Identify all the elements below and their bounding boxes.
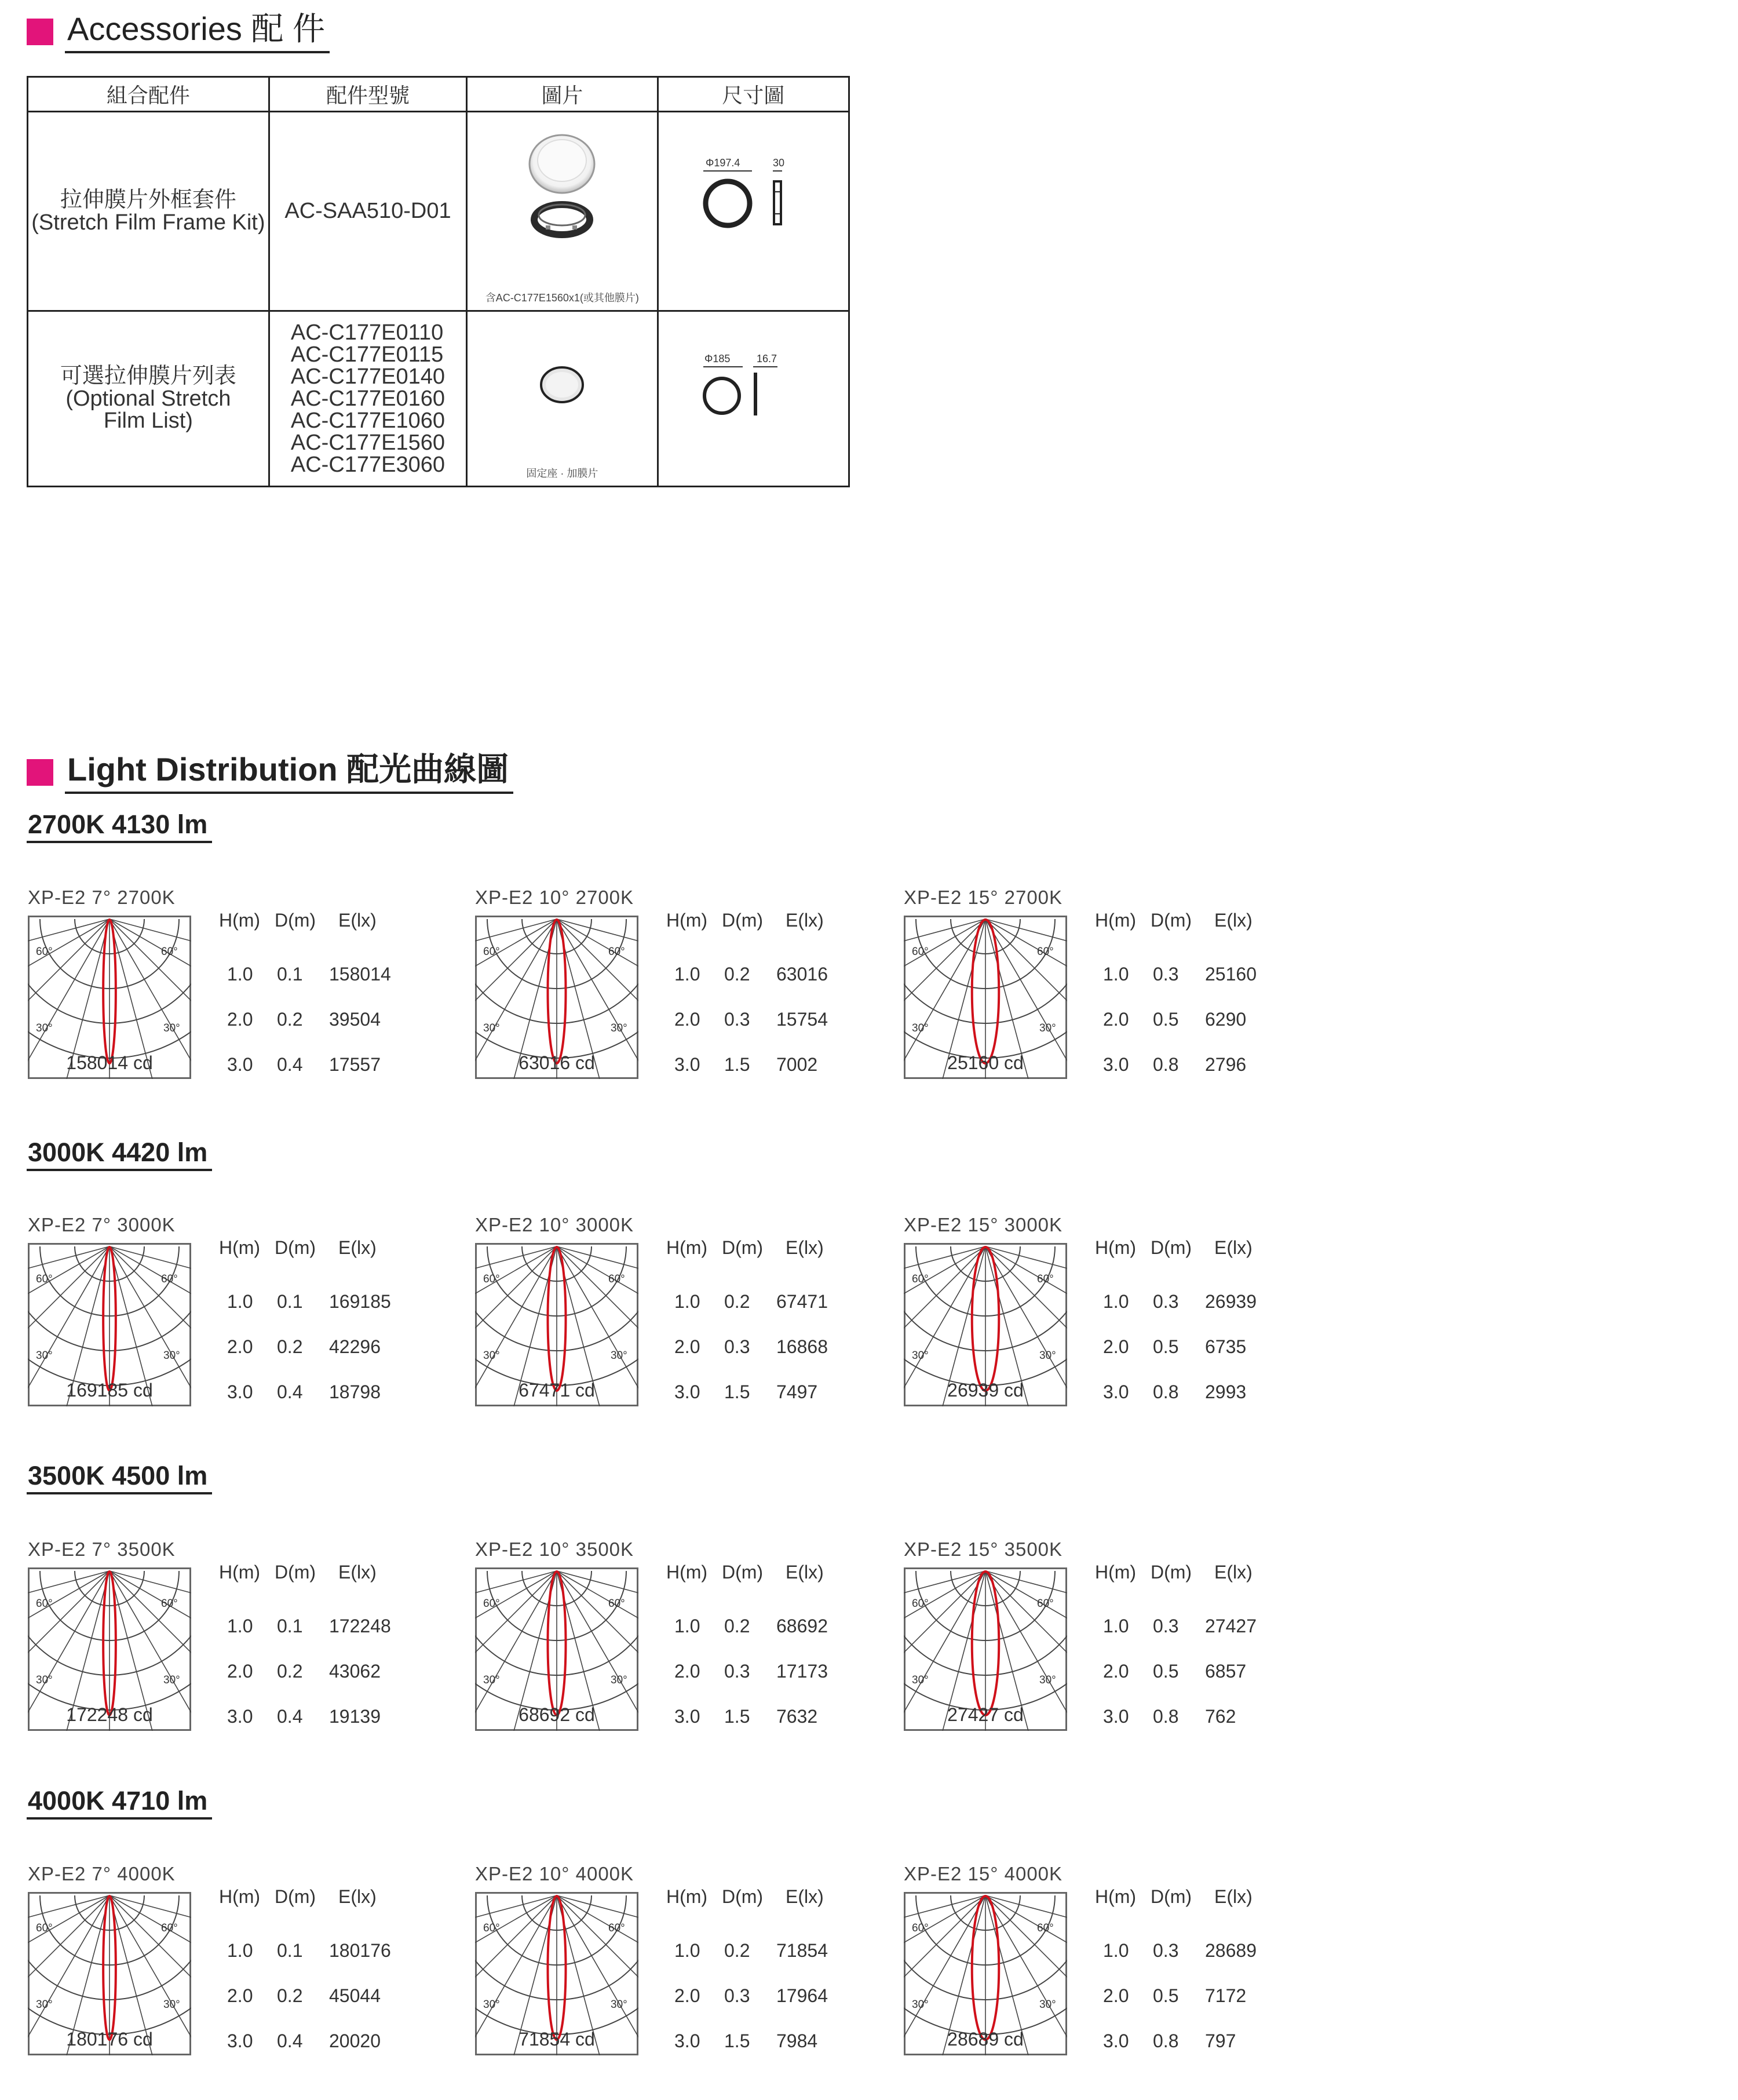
candela-value: 27427 cd <box>947 1704 1024 1725</box>
table-cell: 1.0 <box>674 964 700 985</box>
kit-name-zh: 拉伸膜片外框套件 <box>60 187 236 212</box>
candela-value: 28689 cd <box>947 2029 1024 2050</box>
dimension-diameter: Φ197.4 <box>706 156 740 169</box>
group-title: 3500K 4500 lm <box>27 1463 212 1494</box>
table-cell: 3.0 <box>1103 1054 1129 1075</box>
angle-label: 60° <box>161 1922 178 1934</box>
column-header: H(m) <box>1095 1237 1137 1258</box>
picture-caption: 固定座 · 加膜片 <box>526 467 598 479</box>
distribution-title: XP-E2 15° 4000K <box>904 1863 1063 1884</box>
table-cell: 3.0 <box>227 1054 253 1075</box>
angle-label: 30° <box>611 1350 627 1362</box>
table-cell: 1.0 <box>227 1616 253 1636</box>
dimension-height: 30 <box>773 156 785 169</box>
candela-value: 172248 cd <box>66 1704 153 1725</box>
table-cell: 1.0 <box>1103 1291 1129 1312</box>
table-cell: 45044 <box>329 1985 381 2006</box>
distribution-block <box>904 1538 1309 1753</box>
picture-cell <box>467 311 658 487</box>
column-header: H(m) <box>666 1886 708 1907</box>
table-cell: 0.2 <box>724 1940 750 1961</box>
table-cell: 1.0 <box>1103 1616 1129 1636</box>
kit-name-en: (Optional Stretch <box>65 386 231 411</box>
candela-value: 71854 cd <box>519 2029 595 2050</box>
table-cell: 1.0 <box>674 1616 700 1636</box>
table-cell: 7002 <box>776 1054 818 1075</box>
distribution-block <box>904 1214 1309 1428</box>
angle-label: 30° <box>163 1350 180 1362</box>
table-cell: 43062 <box>329 1661 381 1682</box>
section-marker <box>27 759 53 786</box>
candela-value: 180176 cd <box>66 2029 153 2050</box>
column-header: D(m) <box>275 1237 316 1258</box>
table-cell: 28689 <box>1205 1940 1257 1961</box>
table-cell: 0.2 <box>277 1336 303 1357</box>
table-cell: 1.5 <box>724 1381 750 1402</box>
table-cell: 0.3 <box>724 1661 750 1682</box>
table-cell: 797 <box>1205 2030 1236 2051</box>
film-dimension-drawing <box>695 353 811 422</box>
table-cell: 1.0 <box>227 1291 253 1312</box>
table-cell: 2.0 <box>674 1336 700 1357</box>
table-cell: 2796 <box>1205 1054 1247 1075</box>
angle-label: 60° <box>483 1922 500 1934</box>
distribution-block <box>475 1538 881 1753</box>
table-cell: 172248 <box>329 1616 391 1636</box>
header-model: 配件型號 <box>269 77 466 112</box>
candela-value: 169185 cd <box>66 1380 153 1401</box>
kit-name-en-2: Film List) <box>103 409 193 433</box>
column-header: H(m) <box>219 1237 261 1258</box>
column-header: D(m) <box>722 1237 764 1258</box>
angle-label: 30° <box>912 1350 929 1362</box>
table-cell: 1.0 <box>1103 964 1129 985</box>
angle-label: 30° <box>912 1674 929 1686</box>
table-cell: 2.0 <box>674 1009 700 1030</box>
column-header: D(m) <box>1151 910 1192 931</box>
table-cell: 19139 <box>329 1706 381 1727</box>
angle-label: 60° <box>1037 946 1054 958</box>
angle-label: 30° <box>483 1350 500 1362</box>
table-cell: 71854 <box>776 1940 828 1961</box>
model-number: AC-C177E1060 <box>290 408 446 433</box>
distribution-block <box>28 887 433 1101</box>
table-cell: 17173 <box>776 1661 828 1682</box>
table-cell: 20020 <box>329 2030 381 2051</box>
table-cell: 16868 <box>776 1336 828 1357</box>
angle-label: 30° <box>163 1999 180 2011</box>
column-header: H(m) <box>666 910 708 931</box>
column-header: H(m) <box>1095 1562 1137 1583</box>
frame-kit-picture <box>504 128 620 267</box>
kit-name-cell <box>28 311 269 487</box>
column-header: E(lx) <box>786 1562 824 1583</box>
table-cell: 26939 <box>1205 1291 1257 1312</box>
distribution-block <box>904 1863 1309 2077</box>
table-header-row <box>28 77 849 112</box>
frame-kit-dimension-drawing <box>695 157 811 238</box>
angle-label: 30° <box>1039 1674 1056 1686</box>
table-cell: 1.5 <box>724 1706 750 1727</box>
picture-caption: 含AC-C177E1560x1(或其他膜片) <box>485 291 639 304</box>
table-cell: 7172 <box>1205 1985 1247 2006</box>
table-cell: 7497 <box>776 1381 818 1402</box>
group-title: 2700K 4130 lm <box>27 811 212 843</box>
angle-label: 30° <box>483 1022 500 1034</box>
angle-label: 60° <box>1037 1273 1054 1285</box>
model-number: AC-C177E0160 <box>290 386 446 411</box>
kit-name-zh: 可選拉伸膜片列表 <box>60 363 236 388</box>
table-cell: 0.4 <box>277 1054 303 1075</box>
picture-cell <box>467 112 658 311</box>
angle-label: 60° <box>912 1273 929 1285</box>
angle-label: 30° <box>483 1674 500 1686</box>
angle-label: 30° <box>163 1674 180 1686</box>
table-cell: 0.5 <box>1153 1985 1179 2006</box>
table-cell: 63016 <box>776 964 828 985</box>
column-header: E(lx) <box>1214 1886 1253 1907</box>
table-cell: 1.0 <box>227 1940 253 1961</box>
distribution-block <box>475 887 881 1101</box>
light-distribution-heading <box>27 752 513 793</box>
table-cell: 1.0 <box>674 1940 700 1961</box>
table-cell: 3.0 <box>1103 2030 1129 2051</box>
candela-value: 26939 cd <box>947 1380 1024 1401</box>
column-header: H(m) <box>666 1562 708 1583</box>
column-header: D(m) <box>275 1562 316 1583</box>
table-cell: 2.0 <box>1103 1336 1129 1357</box>
kit-name-en: (Stretch Film Frame Kit) <box>31 210 265 235</box>
table-cell: 0.8 <box>1153 1706 1179 1727</box>
table-cell: 0.8 <box>1153 1054 1179 1075</box>
angle-label: 30° <box>1039 1022 1056 1034</box>
table-cell: 67471 <box>776 1291 828 1312</box>
table-cell: 158014 <box>329 964 391 985</box>
angle-label: 30° <box>36 1674 53 1686</box>
column-header: D(m) <box>275 910 316 931</box>
angle-label: 60° <box>483 1598 500 1610</box>
angle-label: 60° <box>608 1273 625 1285</box>
distribution-title: XP-E2 7° 4000K <box>28 1863 176 1884</box>
table-cell: 0.3 <box>1153 1616 1179 1636</box>
column-header: E(lx) <box>338 910 377 931</box>
table-cell: 0.3 <box>724 1985 750 2006</box>
table-cell: 2.0 <box>227 1009 253 1030</box>
table-cell: 0.4 <box>277 1706 303 1727</box>
table-row <box>28 311 849 487</box>
distribution-title: XP-E2 10° 2700K <box>475 887 634 908</box>
distribution-title: XP-E2 15° 3500K <box>904 1538 1063 1560</box>
column-header: H(m) <box>1095 1886 1137 1907</box>
table-cell: 2.0 <box>1103 1985 1129 2006</box>
candela-value: 67471 cd <box>519 1380 595 1401</box>
group-title: 3000K 4420 lm <box>27 1139 212 1171</box>
table-cell: 0.2 <box>277 1985 303 2006</box>
table-cell: 0.5 <box>1153 1336 1179 1357</box>
model-number: AC-C177E0115 <box>290 342 444 367</box>
candela-value: 63016 cd <box>519 1052 595 1073</box>
table-cell: 0.5 <box>1153 1661 1179 1682</box>
distribution-block <box>28 1214 433 1428</box>
angle-label: 30° <box>163 1022 180 1034</box>
table-cell: 6735 <box>1205 1336 1247 1357</box>
model-cell <box>269 311 466 487</box>
model-number: AC-SAA510-D01 <box>284 199 451 224</box>
table-cell: 3.0 <box>227 1381 253 1402</box>
candela-value: 25160 cd <box>947 1052 1024 1073</box>
column-header: E(lx) <box>338 1886 377 1907</box>
table-cell: 1.0 <box>674 1291 700 1312</box>
table-cell: 17557 <box>329 1054 381 1075</box>
table-cell: 169185 <box>329 1291 391 1312</box>
table-cell: 2.0 <box>674 1985 700 2006</box>
header-kit: 組合配件 <box>28 77 269 112</box>
angle-label: 60° <box>483 946 500 958</box>
model-number: AC-C177E0140 <box>290 364 446 389</box>
column-header: H(m) <box>219 1886 261 1907</box>
table-cell: 2.0 <box>227 1336 253 1357</box>
table-cell: 6857 <box>1205 1661 1247 1682</box>
angle-label: 30° <box>611 1674 627 1686</box>
table-cell: 6290 <box>1205 1009 1247 1030</box>
table-cell: 7984 <box>776 2030 818 2051</box>
table-cell: 18798 <box>329 1381 381 1402</box>
table-cell: 0.8 <box>1153 2030 1179 2051</box>
table-cell: 3.0 <box>674 2030 700 2051</box>
distribution-title: XP-E2 7° 3000K <box>28 1214 176 1235</box>
angle-label: 60° <box>912 1598 929 1610</box>
candela-value: 68692 cd <box>519 1704 595 1725</box>
column-header: E(lx) <box>1214 910 1253 931</box>
angle-label: 60° <box>36 1598 53 1610</box>
table-cell: 25160 <box>1205 964 1257 985</box>
distribution-title: XP-E2 15° 3000K <box>904 1214 1063 1235</box>
column-header: E(lx) <box>338 1562 377 1583</box>
table-cell: 0.4 <box>277 2030 303 2051</box>
model-number: AC-C177E0110 <box>290 320 444 345</box>
table-cell: 0.2 <box>277 1661 303 1682</box>
table-cell: 1.0 <box>227 964 253 985</box>
table-cell: 2.0 <box>1103 1009 1129 1030</box>
table-cell: 2993 <box>1205 1381 1247 1402</box>
dimension-diameter: Φ185 <box>704 353 731 365</box>
column-header: D(m) <box>1151 1886 1192 1907</box>
column-header: H(m) <box>1095 910 1137 931</box>
angle-label: 30° <box>611 1022 627 1034</box>
distribution-block <box>904 887 1309 1101</box>
angle-label: 60° <box>912 946 929 958</box>
table-cell: 0.1 <box>277 1616 303 1636</box>
angle-label: 30° <box>36 1022 53 1034</box>
column-header: D(m) <box>1151 1562 1192 1583</box>
column-header: E(lx) <box>1214 1562 1253 1583</box>
angle-label: 30° <box>1039 1350 1056 1362</box>
table-cell: 3.0 <box>227 1706 253 1727</box>
table-cell: 3.0 <box>674 1381 700 1402</box>
dimension-cell <box>658 311 849 487</box>
group-title: 4000K 4710 lm <box>27 1788 212 1820</box>
dimension-height: 16.7 <box>757 353 777 365</box>
table-cell: 1.5 <box>724 1054 750 1075</box>
distribution-title: XP-E2 7° 3500K <box>28 1538 176 1560</box>
angle-label: 60° <box>608 1922 625 1934</box>
column-header: H(m) <box>219 1562 261 1583</box>
model-number: AC-C177E1560 <box>290 430 446 455</box>
column-header: H(m) <box>219 910 261 931</box>
distribution-title: XP-E2 7° 2700K <box>28 887 176 908</box>
table-row <box>28 112 849 311</box>
table-cell: 7632 <box>776 1706 818 1727</box>
angle-label: 60° <box>1037 1598 1054 1610</box>
angle-label: 30° <box>36 1999 53 2011</box>
header-dimension: 尺寸圖 <box>658 77 849 112</box>
table-cell: 1.0 <box>1103 1940 1129 1961</box>
distribution-block <box>28 1538 433 1753</box>
light-distribution-title: Light Distribution 配光曲線圖 <box>65 751 513 794</box>
table-cell: 0.5 <box>1153 1009 1179 1030</box>
table-cell: 0.2 <box>724 1291 750 1312</box>
table-cell: 0.1 <box>277 1940 303 1961</box>
accessories-table <box>27 76 850 487</box>
table-cell: 0.1 <box>277 964 303 985</box>
candela-value: 158014 cd <box>66 1052 153 1073</box>
table-cell: 2.0 <box>227 1661 253 1682</box>
table-cell: 2.0 <box>227 1985 253 2006</box>
angle-label: 60° <box>36 946 53 958</box>
kit-name-cell <box>28 112 269 311</box>
table-cell: 0.3 <box>724 1009 750 1030</box>
column-header: H(m) <box>666 1237 708 1258</box>
table-cell: 3.0 <box>674 1054 700 1075</box>
table-cell: 762 <box>1205 1706 1236 1727</box>
table-cell: 17964 <box>776 1985 828 2006</box>
table-cell: 0.3 <box>1153 1940 1179 1961</box>
table-cell: 180176 <box>329 1940 391 1961</box>
angle-label: 30° <box>912 1999 929 2011</box>
table-cell: 0.8 <box>1153 1381 1179 1402</box>
table-cell: 27427 <box>1205 1616 1257 1636</box>
table-cell: 0.4 <box>277 1381 303 1402</box>
table-cell: 3.0 <box>227 2030 253 2051</box>
angle-label: 30° <box>1039 1999 1056 2011</box>
table-cell: 0.3 <box>1153 964 1179 985</box>
column-header: D(m) <box>722 1886 764 1907</box>
film-picture <box>527 356 597 414</box>
column-header: D(m) <box>1151 1237 1192 1258</box>
table-cell: 0.3 <box>1153 1291 1179 1312</box>
dimension-cell <box>658 112 849 311</box>
table-cell: 3.0 <box>1103 1706 1129 1727</box>
angle-label: 30° <box>611 1999 627 2011</box>
angle-label: 30° <box>483 1999 500 2011</box>
section-marker <box>27 19 53 45</box>
angle-label: 60° <box>36 1922 53 1934</box>
angle-label: 60° <box>36 1273 53 1285</box>
table-cell: 0.2 <box>724 1616 750 1636</box>
header-picture: 圖片 <box>467 77 658 112</box>
table-cell: 1.5 <box>724 2030 750 2051</box>
angle-label: 30° <box>912 1022 929 1034</box>
column-header: D(m) <box>722 910 764 931</box>
accessories-heading <box>27 12 330 52</box>
table-cell: 3.0 <box>1103 1381 1129 1402</box>
table-cell: 42296 <box>329 1336 381 1357</box>
distribution-block <box>475 1214 881 1428</box>
column-header: E(lx) <box>786 910 824 931</box>
column-header: E(lx) <box>1214 1237 1253 1258</box>
distribution-title: XP-E2 10° 3000K <box>475 1214 634 1235</box>
accessories-title: Accessories 配 件 <box>65 10 330 53</box>
angle-label: 60° <box>161 946 178 958</box>
model-cell <box>269 112 466 311</box>
column-header: E(lx) <box>338 1237 377 1258</box>
table-cell: 0.2 <box>277 1009 303 1030</box>
model-number: AC-C177E3060 <box>290 452 446 477</box>
table-cell: 15754 <box>776 1009 828 1030</box>
angle-label: 30° <box>36 1350 53 1362</box>
table-cell: 0.2 <box>724 964 750 985</box>
angle-label: 60° <box>608 946 625 958</box>
column-header: D(m) <box>275 1886 316 1907</box>
distribution-title: XP-E2 10° 4000K <box>475 1863 634 1884</box>
table-cell: 68692 <box>776 1616 828 1636</box>
angle-label: 60° <box>608 1598 625 1610</box>
column-header: E(lx) <box>786 1237 824 1258</box>
table-cell: 2.0 <box>1103 1661 1129 1682</box>
model-list <box>291 322 445 476</box>
table-cell: 0.1 <box>277 1291 303 1312</box>
table-cell: 3.0 <box>674 1706 700 1727</box>
distribution-block <box>475 1863 881 2077</box>
table-cell: 0.3 <box>724 1336 750 1357</box>
distribution-title: XP-E2 10° 3500K <box>475 1538 634 1560</box>
angle-label: 60° <box>483 1273 500 1285</box>
table-cell: 2.0 <box>674 1661 700 1682</box>
distribution-title: XP-E2 15° 2700K <box>904 887 1063 908</box>
distribution-block <box>28 1863 433 2077</box>
table-cell: 39504 <box>329 1009 381 1030</box>
angle-label: 60° <box>1037 1922 1054 1934</box>
column-header: D(m) <box>722 1562 764 1583</box>
column-header: E(lx) <box>786 1886 824 1907</box>
angle-label: 60° <box>161 1598 178 1610</box>
angle-label: 60° <box>161 1273 178 1285</box>
angle-label: 60° <box>912 1922 929 1934</box>
